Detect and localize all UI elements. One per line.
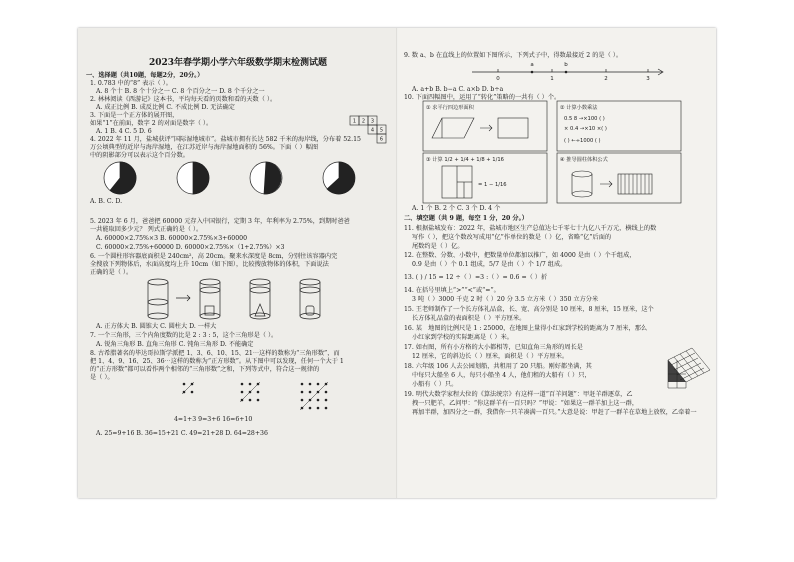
panel-3-result: = 1 − 1/16 <box>478 182 507 188</box>
cube-face-1: 1 <box>352 118 357 125</box>
right-line-7: 尾数约是（ ）亿。 <box>412 243 464 250</box>
right-line-2: 10. 下面四幅图中，运用了“转化”策略的一共有（ ）个。 <box>404 94 561 101</box>
right-line-0: 9. 数 a、b 在直线上的位置如下图所示，下列式子中，得数最接近 2 的是（ ）。 <box>404 52 623 59</box>
left-line-11: A. B. C. D. <box>90 198 123 205</box>
left-line-20: 7. 一个三角形，三个内角度数的比是 2 : 3 : 5，这个三角形是（ ）。 <box>90 332 278 339</box>
number-line-figure <box>468 58 668 84</box>
beakers-figure <box>138 276 378 322</box>
panel-1-title: ① 求平行四边形面积 <box>426 105 474 111</box>
left-line-7: A. 1 B. 4 C. 5 D. 6 <box>96 128 152 135</box>
exam-title: 2023年春学期小学六年级数学期末检测试题 <box>148 58 328 68</box>
panel-2-row-3: ( ) ←÷1000 ( ) <box>564 138 601 144</box>
panel-4-title: ④ 推导圆柱体积公式 <box>560 157 608 163</box>
panel-2-row-1: 0.5 8 →×100 ( ) <box>564 116 605 122</box>
left-line-2: A. 8 个十 B. 8 个十分之一 C. 8 个百分之一 D. 8 个千分之一 <box>96 88 265 95</box>
right-line-19: 18. 六年级 106 人去公园划船，共租用了 20 只船。刚好都坐满，其 <box>404 363 592 370</box>
left-line-9: 万公顷典型的近岸与海岸湿地，在江苏近岸与海岸湿地面积的 56%。下面（ ）幅图 <box>90 144 319 151</box>
right-line-18: 12 厘米，它的斜边长（ ）厘米，面积是（ ）平方厘米。 <box>412 353 569 360</box>
cube-face-4: 4 <box>370 127 375 134</box>
left-line-25: 是（ ）。 <box>90 374 114 381</box>
cube-face-3: 3 <box>370 118 375 125</box>
left-line-26: 4=1+3 9=3+6 16=6+10 <box>174 416 253 423</box>
dot-1-1-0 <box>241 391 244 394</box>
right-line-20: 中每只大船坐 6 人，每只小船坐 4 人，他们租的大船有（ ）只， <box>412 372 591 379</box>
dot-1-1-2 <box>257 391 260 394</box>
left-line-14: A. 60000×2.75%×3 B. 60000×2.75%×3+60000 <box>96 235 248 242</box>
point-a-label: a <box>530 62 534 68</box>
right-line-4: 二、填空题（共 9 题，每空 1 分，20 分。） <box>404 215 528 222</box>
left-line-10: 中的阴影部分可以表示这个百分数。 <box>90 152 189 159</box>
cube-face-5: 5 <box>379 127 384 134</box>
dot-divider-2 <box>300 382 328 410</box>
left-line-5: 3. 下面是一个正方体的展开图， <box>90 112 179 119</box>
right-line-16: 小红家到学校的实际距离是（ ）米。 <box>412 334 513 341</box>
right-line-13: 15. 王老师制作了一个长方体礼品盒，长、宽、高分别是 10 厘米，8 厘米，15 厘米，这个 <box>404 306 654 313</box>
dot-2-0-1 <box>309 383 312 386</box>
left-line-6: 如果“1”在前面，数字 2 的对面是数字（ ）。 <box>90 120 213 127</box>
cube-net-figure <box>340 112 394 148</box>
cube-face-6: 6 <box>379 136 384 143</box>
panel-3-title: ③ 计算 1/2 + 1/4 + 1/8 + 1/16 <box>426 157 504 163</box>
triangle-square-dots-figure <box>178 380 368 416</box>
dot-0-0-0 <box>183 383 186 386</box>
dot-2-0-2 <box>317 383 320 386</box>
right-triangle-grid-figure <box>664 346 714 390</box>
left-line-4: A. 成正比例 B. 成反比例 C. 不成比例 D. 无法确定 <box>96 104 235 111</box>
left-line-19: A. 正方体大 B. 圆锥大 C. 圆柱大 D. 一样大 <box>96 323 217 330</box>
right-line-12: 3 吨（ ）3000 千克 2 时（ ）20 分 3.5 立方米（ ）350 立方分米 <box>412 296 599 303</box>
tick-1: 1 <box>550 76 554 82</box>
dot-2-1-1 <box>309 391 312 394</box>
left-line-1: 1. 0.783 中的“8” 表示（ ）。 <box>90 80 172 87</box>
right-line-14: 长方体礼品盒的表面积是（ ）平方厘米。 <box>412 315 526 322</box>
left-line-12: 5. 2023 年 6 月，爸爸把 60000 元存入中国银行，定期 3 年，年利率为 2.75%，到期时爸爸 <box>90 218 350 225</box>
percent-circles-figure <box>98 158 398 200</box>
tick-3: 3 <box>646 76 650 82</box>
dot-1-0-0 <box>241 383 244 386</box>
right-line-21: 小船有（ ）只。 <box>412 381 458 388</box>
right-line-9: 0.9 是由（ ）个 0.1 组成，5/7 是由（ ）个 1/7 组成。 <box>412 261 567 268</box>
dot-2-3-1 <box>309 407 312 410</box>
right-line-1: A. a+b B. b−a C. a×b D. b÷a <box>412 86 504 93</box>
left-line-3: 2. 林林阅读《西游记》这本书，平均每天看的页数和看的天数（ ）。 <box>90 96 277 103</box>
dot-2-0-0 <box>301 383 304 386</box>
cube-face-2: 2 <box>361 118 366 125</box>
right-line-11: 14. 在括号里填上“>”“<”或“=”。 <box>404 287 500 294</box>
transform-strategy-panels <box>422 100 692 204</box>
point-b-label: b <box>564 62 568 68</box>
dot-2-3-3 <box>325 407 328 410</box>
left-line-23: 把 1、4、9、16、25、36⋯这样的数称为“正方形数”。从下图中可以发现，任何一个大于 1 <box>90 358 344 365</box>
left-line-0: 一、选择题（共10题，每题2分，20分。） <box>86 72 204 79</box>
dot-2-1-0 <box>301 391 304 394</box>
right-line-5: 11. 根据盐城发布：2022 年，盐城市地区生产总值达七千零七十九亿八千万元，横线上的数 <box>404 225 657 232</box>
right-page <box>398 28 716 498</box>
right-line-23: 拽一只肥羊，乙问甲：“你这群羊有一百只吗？”甲说：“如果这一群羊加上这一群， <box>412 400 639 407</box>
left-line-24: 的“正方形数”都可以看作两个相邻的“三角形数”之和，下列等式中，符合这一规律的 <box>90 366 320 373</box>
left-line-22: 8. 古希腊著名的毕达哥拉斯学派把 1、3、6、10、15、21⋯这样的数称为“三角形数”，而 <box>90 350 340 357</box>
right-line-3: A. 1 个 B. 2 个 C. 3 个 D. 4 个 <box>412 205 501 212</box>
scanned-exam <box>78 28 716 498</box>
dot-2-2-0 <box>301 399 304 402</box>
left-line-16: 6. 一个圆柱形容器底面积是 240cm²，高 20cm。聚来水深度是 8cm，分别往该容器内完 <box>90 253 338 260</box>
left-line-27: A. 25=9+16 B. 36=15+21 C. 49=21+28 D. 64=28+36 <box>96 430 268 437</box>
dot-2-2-3 <box>325 399 328 402</box>
dot-2-3-2 <box>317 407 320 410</box>
dot-1-0-1 <box>249 383 252 386</box>
right-line-24: 再加半群，加四分之一群，我借你一只羊凑满一百只。”大意是说：甲赶了一群羊在草地上放牧，乙牵着一 <box>412 409 697 416</box>
right-line-22: 19. 明代大数学家程大位的《算法统宗》有这样一道“百羊问题”：甲赶羊群逐草，乙 <box>404 391 633 398</box>
left-page <box>78 28 398 498</box>
right-line-6: 写作（ ），把这个数改写成用“亿”作单位的数是（ ）亿，省略“亿”后面的 <box>412 234 612 241</box>
right-line-17: 17. 如右图，所有小方格的大小都相等，已知直角三角形的周长是 <box>404 344 583 351</box>
right-line-8: 12. 在整数、分数、小数中，把数量单位都加以推广，如 4000 是由（ ）个千组成， <box>404 252 636 259</box>
left-line-17: 全搜放下列物体后，水面高度均上升 10cm（如下图），比较搜放物体的体积，下面说法 <box>90 261 329 268</box>
tick-2: 2 <box>604 76 608 82</box>
dot-0-1-1 <box>191 391 194 394</box>
dot-1-2-2 <box>257 399 260 402</box>
panel-2-title: ② 计算小数乘法 <box>560 105 598 111</box>
left-line-15: C. 60000×2.75%+60000 D. 60000×2.75%×（1+2.75%）×3 <box>96 244 285 251</box>
dot-2-2-2 <box>317 399 320 402</box>
left-line-8: 4. 2022 年 11 月，盐城获评“国际湿地城市”。盐城市拥有长达 582 千米的海岸线，分布着 52.15 <box>90 136 361 143</box>
right-line-10: 13. ( ) / 15 = 12 ÷（ ）=3 :（ ）= 0.6 =（ ）折 <box>404 274 548 281</box>
left-line-18: 正确的是（ ）。 <box>90 269 133 276</box>
tick-0: 0 <box>496 76 500 82</box>
right-line-15: 16. 某 地图的比例尺是 1 : 25000，在地图上量得小红家到学校的距离为 7 厘米，那么 <box>404 325 648 332</box>
left-line-21: A. 锐角三角形 B. 直角三角形 C. 钝角三角形 D. 不能确定 <box>96 341 254 348</box>
dot-2-1-3 <box>325 391 328 394</box>
dot-1-2-1 <box>249 399 252 402</box>
left-line-13: 一共能取回多少元？ 列式正确的是（ ）。 <box>90 226 203 233</box>
panel-2-row-2: × 0.4 →×10 ×( ) <box>564 126 607 132</box>
